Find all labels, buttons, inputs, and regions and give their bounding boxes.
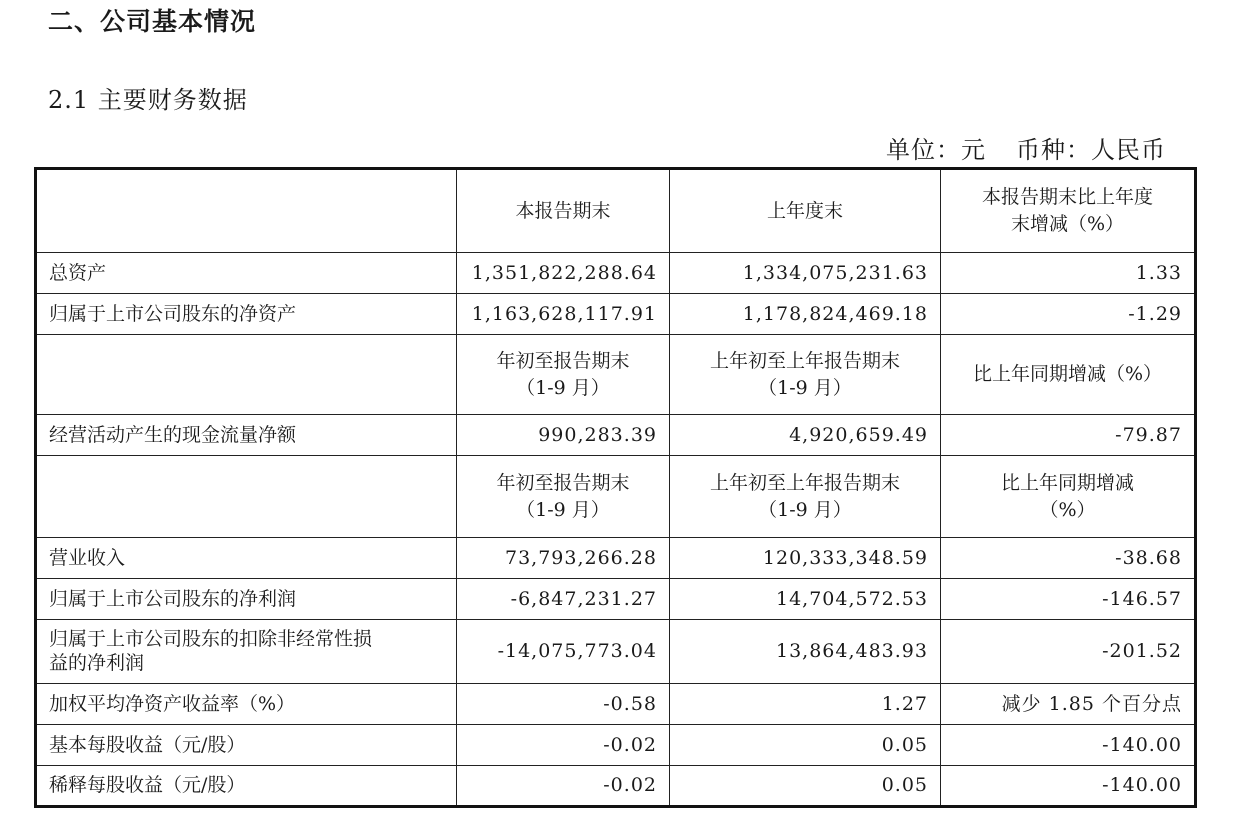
row-label: 营业收入 — [36, 538, 457, 579]
row-current-value: 73,793,266.28 — [457, 538, 670, 579]
table-row — [36, 253, 1196, 294]
row-label: 基本每股收益（元/股） — [36, 725, 457, 766]
header-prior-ytd-line1: 上年初至上年报告期末 — [709, 471, 900, 494]
row-prior-value: 4,920,659.49 — [670, 415, 941, 456]
header-prior-ytd — [670, 456, 941, 538]
header-empty-cell — [36, 456, 457, 538]
row-label: 归属于上市公司股东的净利润 — [36, 579, 457, 620]
row-change-value: 1.33 — [941, 253, 1196, 294]
row-label — [36, 620, 457, 684]
table-row — [36, 579, 1196, 620]
header-ytd-line2: （1-9 月） — [516, 498, 610, 521]
header-ytd-line1: 年初至报告期末 — [496, 471, 630, 494]
header-prior-ytd — [670, 335, 941, 415]
row-change-value: -146.57 — [941, 579, 1196, 620]
row-label: 经营活动产生的现金流量净额 — [36, 415, 457, 456]
unit-currency-note — [886, 130, 1166, 165]
row-prior-value: 0.05 — [670, 725, 941, 766]
header-prior-ytd-line1: 上年初至上年报告期末 — [709, 349, 900, 372]
row-change-value: 减少 1.85 个百分点 — [941, 684, 1196, 725]
header-change-line2: 末增减（%） — [1010, 213, 1125, 235]
row-prior-value: 14,704,572.53 — [670, 579, 941, 620]
row-current-value: -0.02 — [457, 725, 670, 766]
header-prior-ytd-line2: （1-9 月） — [758, 376, 852, 399]
header-prior-year-end: 上年度末 — [670, 169, 941, 253]
row-current-value: -14,075,773.04 — [457, 620, 670, 684]
key-financial-data-table — [34, 167, 1197, 808]
header-ytd — [457, 335, 670, 415]
row-current-value: -0.58 — [457, 684, 670, 725]
row-current-value: -6,847,231.27 — [457, 579, 670, 620]
row-current-value: 1,163,628,117.91 — [457, 294, 670, 335]
row-label: 总资产 — [36, 253, 457, 294]
header-ytd-line1: 年初至报告期末 — [496, 349, 630, 372]
header-ytd-line2: （1-9 月） — [516, 376, 610, 399]
row-current-value: -0.02 — [457, 766, 670, 807]
row-label-line1: 归属于上市公司股东的扣除非经常性损 — [49, 627, 373, 650]
subsection-title: 2.1 主要财务数据 — [48, 86, 248, 114]
row-change-value: -201.52 — [941, 620, 1196, 684]
unit-text: 单位：元 — [886, 136, 986, 164]
row-label: 加权平均净资产收益率（%） — [36, 684, 457, 725]
table-row — [36, 294, 1196, 335]
row-change-value: -140.00 — [941, 766, 1196, 807]
table-row — [36, 684, 1196, 725]
table-row — [36, 538, 1196, 579]
table-header-row — [36, 335, 1196, 415]
row-prior-value: 13,864,483.93 — [670, 620, 941, 684]
row-prior-value: 120,333,348.59 — [670, 538, 941, 579]
header-change-percent — [941, 169, 1196, 253]
row-label: 稀释每股收益（元/股） — [36, 766, 457, 807]
row-change-value: -1.29 — [941, 294, 1196, 335]
table-row — [36, 620, 1196, 684]
header-change-line1: 本报告期末比上年度 — [981, 186, 1153, 209]
header-ytd — [457, 456, 670, 538]
row-prior-value: 1.27 — [670, 684, 941, 725]
header-empty-cell — [36, 335, 457, 415]
row-label: 归属于上市公司股东的净资产 — [36, 294, 457, 335]
table-header-row — [36, 456, 1196, 538]
header-prior-ytd-line2: （1-9 月） — [758, 498, 852, 521]
row-prior-value: 0.05 — [670, 766, 941, 807]
header-yoy-line1: 比上年同期增减 — [1000, 471, 1134, 494]
header-period-end: 本报告期末 — [457, 169, 670, 253]
header-yoy-change: 比上年同期增减（%） — [941, 335, 1196, 415]
table-header-row — [36, 169, 1196, 253]
table-row — [36, 415, 1196, 456]
currency-text: 币种：人民币 — [1016, 136, 1166, 164]
row-change-value: -38.68 — [941, 538, 1196, 579]
row-current-value: 990,283.39 — [457, 415, 670, 456]
row-current-value: 1,351,822,288.64 — [457, 253, 670, 294]
section-title: 二、公司基本情况 — [48, 7, 257, 36]
row-prior-value: 1,334,075,231.63 — [670, 253, 941, 294]
table-row — [36, 766, 1196, 807]
row-label-line2: 益的净利润 — [49, 651, 145, 674]
header-yoy-change — [941, 456, 1196, 538]
header-empty-cell — [36, 169, 457, 253]
table-row — [36, 725, 1196, 766]
header-yoy-line2: （%） — [1039, 498, 1096, 521]
row-change-value: -79.87 — [941, 415, 1196, 456]
row-prior-value: 1,178,824,469.18 — [670, 294, 941, 335]
row-change-value: -140.00 — [941, 725, 1196, 766]
